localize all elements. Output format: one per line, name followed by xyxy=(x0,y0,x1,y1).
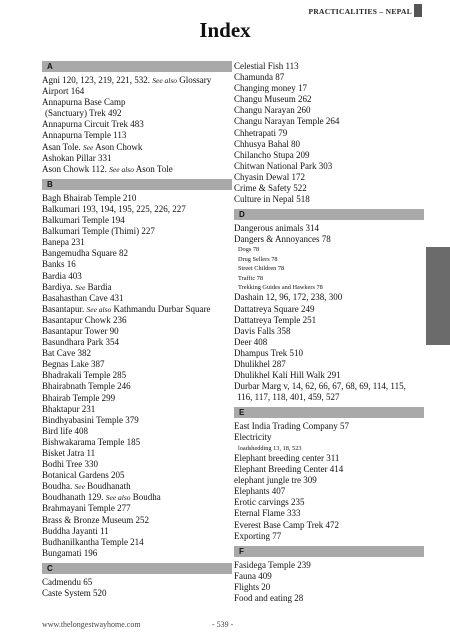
index-entry xyxy=(42,108,232,119)
entry-text: Traffic 78 xyxy=(238,274,264,282)
see-reference-target: Ason Chowk xyxy=(95,141,143,152)
entry-text: Drug Sellers 78 xyxy=(238,255,278,263)
section-header-a: A xyxy=(42,61,232,72)
index-entry xyxy=(42,97,232,108)
index-entry xyxy=(234,139,424,150)
entry-text: Changing money 17 xyxy=(234,83,307,94)
index-entry xyxy=(234,593,424,604)
entry-text: Elephants 407 xyxy=(234,486,286,497)
index-entry xyxy=(234,531,424,542)
index-entry xyxy=(42,359,232,370)
index-entry xyxy=(42,470,232,481)
index-subentry xyxy=(234,245,424,254)
index-entry xyxy=(42,259,232,270)
entry-text: Durbar Marg v, 14, 62, 66, 67, 68, 69, 114, 115, xyxy=(234,381,406,392)
entry-text: Balkumari 193, 194, 195, 225, 226, 227 xyxy=(42,203,186,214)
page-title: Index xyxy=(199,18,251,42)
entry-text: Fauna 409 xyxy=(234,570,272,581)
entry-text: Bangemudha Square 82 xyxy=(42,248,128,259)
index-entry-list xyxy=(42,75,232,175)
index-entry xyxy=(234,381,424,392)
index-column-right xyxy=(234,61,424,608)
index-entry xyxy=(234,315,424,326)
index-entry xyxy=(234,464,424,475)
entry-text: Balkumari Temple (Thimi) 227 xyxy=(42,226,155,237)
index-entry xyxy=(234,359,424,370)
entry-text: Food and eating 28 xyxy=(234,593,304,603)
entry-text: Ason Chowk 112. xyxy=(42,163,107,174)
index-entry xyxy=(234,105,424,116)
entry-text: Boudha. xyxy=(42,481,73,492)
index-entry xyxy=(234,326,424,337)
index-entry-list xyxy=(234,560,424,604)
index-entry xyxy=(42,86,232,97)
running-head: PRACTICALITIES – NEPAL xyxy=(308,7,412,16)
index-entry xyxy=(42,370,232,381)
see-reference-label: See also xyxy=(152,76,178,85)
entry-text: Airport 164 xyxy=(42,86,85,97)
index-entry xyxy=(42,119,232,130)
index-entry xyxy=(42,326,232,337)
footer-page-number: - 539 - xyxy=(212,620,234,629)
running-head-marker xyxy=(414,4,422,17)
index-entry xyxy=(234,292,424,303)
entry-text: Agni 120, 123, 219, 221, 532. xyxy=(42,75,150,85)
section-header-f: F xyxy=(234,546,424,557)
index-entry xyxy=(234,128,424,139)
entry-text: Brahmayani Temple 277 xyxy=(42,503,131,514)
see-reference-target: Boudhanath xyxy=(87,481,131,492)
entry-text: Basantapur Tower 90 xyxy=(42,325,119,336)
index-entry xyxy=(234,116,424,127)
index-entry xyxy=(42,237,232,248)
entry-text: Changu Narayan 260 xyxy=(234,105,311,116)
entry-text: Budhanilkantha Temple 214 xyxy=(42,536,144,547)
index-subentry xyxy=(234,283,424,292)
see-reference-label: See xyxy=(82,142,94,152)
entry-text: Chyasin Dewal 172 xyxy=(234,171,305,182)
entry-text: Chhetrapati 79 xyxy=(234,127,288,138)
index-entry xyxy=(42,381,232,392)
index-entry xyxy=(234,94,424,105)
index-entry xyxy=(234,432,424,443)
index-entry xyxy=(234,571,424,582)
entry-text: Bishwakarama Temple 185 xyxy=(42,436,141,447)
index-entry xyxy=(234,453,424,464)
index-subentry xyxy=(234,444,424,453)
entry-text: Buddha Jayanti 11 xyxy=(42,525,109,536)
index-entry xyxy=(42,348,232,359)
index-subentry xyxy=(234,274,424,283)
index-entry xyxy=(42,448,232,459)
entry-text: Caste System 520 xyxy=(42,588,107,599)
index-entry xyxy=(42,248,232,259)
index-entry xyxy=(42,153,232,164)
entry-text: Basantapur. xyxy=(42,303,85,314)
entry-text: Begnas Lake 387 xyxy=(42,359,105,370)
entry-text: elephant jungle tre 309 xyxy=(234,475,317,486)
entry-text: Deer 408 xyxy=(234,336,268,347)
index-entry xyxy=(42,459,232,470)
entry-text: Bhaktapur 231 xyxy=(42,403,96,414)
entry-text: Bungamati 196 xyxy=(42,547,98,558)
entry-text: Banks 16 xyxy=(42,259,76,270)
index-entry xyxy=(42,526,232,537)
entry-text: Bisket Jatra 11 xyxy=(42,448,96,458)
entry-text: Bagh Bhairab Temple 210 xyxy=(42,192,137,203)
section-header-b: B xyxy=(42,179,232,190)
entry-text: Annapurna Base Camp xyxy=(42,97,126,108)
index-subentry xyxy=(234,264,424,273)
see-reference-label: See also xyxy=(105,493,131,503)
see-reference-label: See also xyxy=(86,304,112,314)
see-reference-label: See also xyxy=(109,164,134,174)
entry-text: Dangers & Annoyances 78 xyxy=(234,234,331,245)
index-entry xyxy=(42,492,232,503)
index-entry xyxy=(42,282,232,293)
index-entry xyxy=(234,172,424,183)
entry-text: Dhulikhel Kali Hill Walk 291 xyxy=(234,370,341,381)
index-entry xyxy=(234,234,424,245)
index-entry xyxy=(234,392,424,403)
entry-text: Bodhi Tree 330 xyxy=(42,459,99,470)
entry-text: Dattatreya Temple 251 xyxy=(234,314,317,325)
entry-text: loadshedding 13, 18, 523 xyxy=(238,444,302,452)
index-entry xyxy=(234,348,424,359)
index-entry xyxy=(234,508,424,519)
entry-text: Celestial Fish 113 xyxy=(234,61,299,71)
entry-text: Brass & Bronze Museum 252 xyxy=(42,514,149,525)
index-entry xyxy=(42,164,232,175)
entry-text: Dattatreya Square 249 xyxy=(234,303,315,314)
index-entry xyxy=(234,486,424,497)
index-entry xyxy=(42,204,232,215)
index-entry xyxy=(42,193,232,204)
index-entry xyxy=(234,497,424,508)
entry-text: Erotic carvings 235 xyxy=(234,497,305,508)
index-entry xyxy=(42,548,232,559)
entry-text: Bardiya. xyxy=(42,281,73,292)
entry-text: Banepa 231 xyxy=(42,237,85,248)
index-entry xyxy=(42,515,232,526)
entry-text: Eternal Flame 333 xyxy=(234,508,301,519)
index-entry xyxy=(234,161,424,172)
index-entry xyxy=(42,415,232,426)
entry-text: Bardia 403 xyxy=(42,270,82,281)
entry-text: Chitwan National Park 303 xyxy=(234,160,333,171)
entry-text: East India Trading Company 57 xyxy=(234,421,349,432)
see-reference-label: See xyxy=(74,482,85,492)
index-entry xyxy=(234,304,424,315)
index-entry-list xyxy=(42,193,232,559)
entry-text: Bindhyabasini Temple 379 xyxy=(42,414,139,425)
entry-text: Changu Museum 262 xyxy=(234,94,312,105)
index-entry xyxy=(42,481,232,492)
index-entry xyxy=(42,304,232,315)
index-entry xyxy=(42,437,232,448)
entry-text: Chamunda 87 xyxy=(234,72,285,83)
entry-text: Cadmendu 65 xyxy=(42,576,93,587)
entry-text: Dangerous animals 314 xyxy=(234,223,319,234)
entry-text: Chhusya Bahal 80 xyxy=(234,138,300,149)
entry-text: 116, 117, 118, 401, 459, 527 xyxy=(237,392,340,403)
entry-text: Davis Falls 358 xyxy=(234,325,291,336)
see-reference-target: Bardia xyxy=(87,281,112,292)
index-entry xyxy=(42,426,232,437)
entry-text: Bhadrakali Temple 285 xyxy=(42,370,127,381)
entry-text: Culture in Nepal 518 xyxy=(234,194,310,205)
index-entry xyxy=(234,370,424,381)
entry-text: Dogs 78 xyxy=(238,246,260,254)
index-entry xyxy=(42,215,232,226)
index-subentry xyxy=(234,255,424,264)
entry-text: Boudhanath 129. xyxy=(42,492,104,503)
entry-text: Bhairabnath Temple 246 xyxy=(42,381,131,392)
index-entry xyxy=(234,475,424,486)
index-entry-list xyxy=(234,223,424,403)
index-entry xyxy=(42,537,232,548)
entry-text: Flights 20 xyxy=(234,581,271,592)
entry-text: Fasidega Temple 239 xyxy=(234,559,311,570)
see-reference-target: Boudha xyxy=(132,492,161,503)
entry-text: Basundhara Park 354 xyxy=(42,337,119,348)
entry-text: Asan Tole. xyxy=(42,141,81,152)
entry-text: Changu Narayan Temple 264 xyxy=(234,116,340,127)
index-entry-list xyxy=(234,421,424,541)
index-entry xyxy=(234,421,424,432)
index-entry xyxy=(234,72,424,83)
index-entry xyxy=(42,271,232,282)
entry-text: Ashokan Pillar 331 xyxy=(42,152,112,163)
entry-text: Everest Base Camp Trek 472 xyxy=(234,519,339,530)
index-entry xyxy=(234,83,424,94)
entry-text: Trekking Guides and Hawkers 78 xyxy=(238,284,323,292)
entry-text: Botanical Gardens 205 xyxy=(42,470,125,481)
index-entry xyxy=(42,337,232,348)
index-entry xyxy=(42,226,232,237)
index-entry xyxy=(42,293,232,304)
index-entry xyxy=(42,130,232,141)
index-entry xyxy=(234,194,424,205)
see-reference-label: See xyxy=(75,282,86,292)
chapter-side-tab xyxy=(426,247,450,345)
entry-text: Street Children 78 xyxy=(238,265,285,273)
footer-url[interactable]: www.thelongestwayhome.com xyxy=(42,620,141,629)
index-entry xyxy=(42,503,232,514)
see-reference-target: Glossary xyxy=(179,75,212,85)
entry-text: Elephant Breeding Center 414 xyxy=(234,464,344,475)
index-entry xyxy=(42,75,232,86)
index-entry xyxy=(234,337,424,348)
index-entry xyxy=(42,393,232,404)
index-entry xyxy=(42,577,232,588)
entry-text: Bird life 408 xyxy=(42,425,88,436)
entry-text: Bat Cave 382 xyxy=(42,348,91,359)
index-entry xyxy=(42,588,232,599)
entry-text: Crime & Safety 522 xyxy=(234,183,307,194)
entry-text: Annapurna Temple 113 xyxy=(42,130,127,141)
entry-text: Dhampus Trek 510 xyxy=(234,347,304,358)
index-entry xyxy=(234,520,424,531)
index-entry xyxy=(234,560,424,571)
index-entry xyxy=(234,61,424,72)
entry-text: Basantapur Chowk 236 xyxy=(42,314,127,325)
section-header-e: E xyxy=(234,407,424,418)
entry-text: Exporting 77 xyxy=(234,530,282,541)
see-reference-target: Kathmandu Durbar Square xyxy=(113,303,211,314)
entry-text: Dhulikhel 287 xyxy=(234,359,286,369)
entry-text: Basahasthan Cave 431 xyxy=(42,292,124,303)
entry-text: Elephant breeding center 311 xyxy=(234,452,340,463)
section-header-d: D xyxy=(234,209,424,220)
index-entry xyxy=(234,582,424,593)
entry-text: Balkumari Temple 194 xyxy=(42,215,125,226)
index-entry xyxy=(42,142,232,153)
entry-text: (Sanctuary) Trek 492 xyxy=(45,108,122,119)
index-entry xyxy=(234,223,424,234)
index-entry-list xyxy=(234,61,424,205)
entry-text: Bhairab Temple 299 xyxy=(42,392,116,403)
index-entry xyxy=(42,315,232,326)
entry-text: Electricity xyxy=(234,432,272,443)
entry-text: Annapurna Circuit Trek 483 xyxy=(42,119,144,130)
entry-text: Dashain 12, 96, 172, 238, 300 xyxy=(234,292,343,303)
index-column-left xyxy=(42,61,232,603)
see-reference-target: Ason Tole xyxy=(135,163,173,174)
index-entry xyxy=(234,183,424,194)
index-entry xyxy=(234,150,424,161)
section-header-c: C xyxy=(42,563,232,574)
index-entry xyxy=(42,404,232,415)
index-entry-list xyxy=(42,577,232,599)
entry-text: Chilancho Stupa 209 xyxy=(234,149,310,160)
